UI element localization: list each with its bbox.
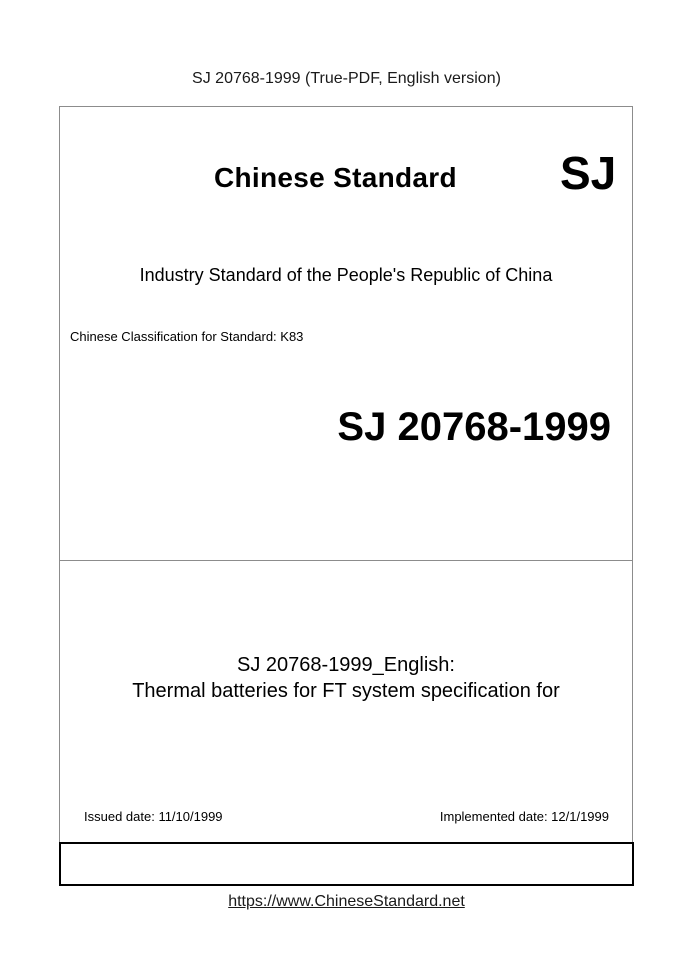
section-divider bbox=[59, 560, 633, 561]
cover-frame bbox=[59, 106, 633, 885]
page-header: SJ 20768-1999 (True-PDF, English version) bbox=[192, 70, 501, 87]
bottom-box bbox=[59, 842, 634, 886]
implemented-date: Implemented date: 12/1/1999 bbox=[439, 809, 609, 824]
standard-code-prefix: SJ bbox=[560, 147, 617, 199]
document-title-line2: Thermal batteries for FT system specification for bbox=[132, 680, 560, 702]
standard-number: SJ 20768-1999 bbox=[337, 405, 611, 449]
cover-title: Chinese Standard bbox=[214, 162, 457, 193]
document-title-line1: SJ 20768-1999_English: bbox=[237, 654, 455, 676]
industry-standard-label: Industry Standard of the People's Republic of China bbox=[139, 265, 553, 285]
website-link[interactable]: https://www.ChineseStandard.net bbox=[228, 893, 465, 910]
classification-label: Chinese Classification for Standard: K83 bbox=[70, 329, 304, 344]
issued-date: Issued date: 11/10/1999 bbox=[84, 809, 223, 824]
